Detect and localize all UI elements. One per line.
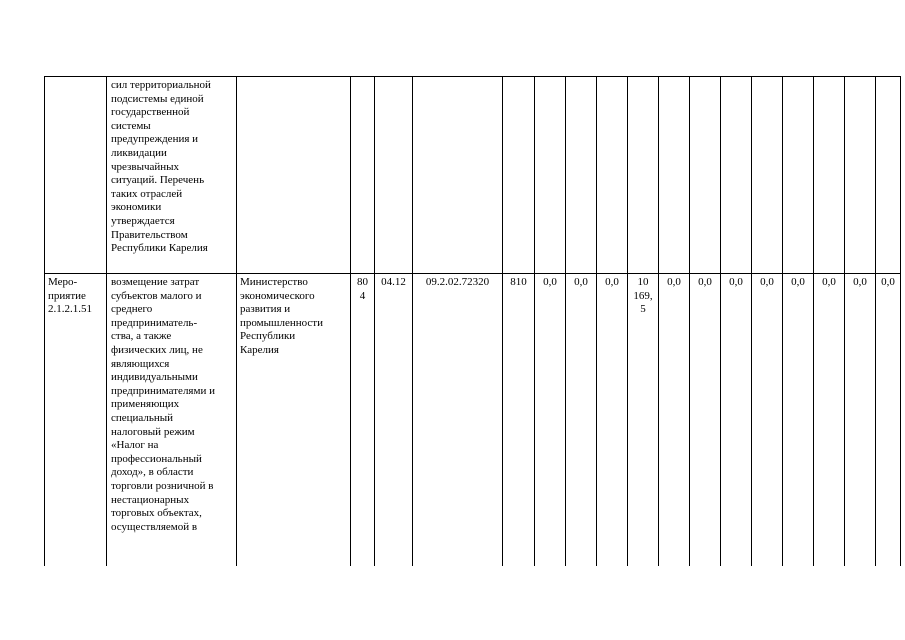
value-cell — [783, 77, 814, 274]
csr-cell: 09.2.02.72320 — [413, 274, 503, 567]
value-cell — [752, 77, 783, 274]
value-cell — [721, 77, 752, 274]
vr-cell — [503, 77, 535, 274]
value-cell: 0,0 — [659, 274, 690, 567]
value-cell — [845, 77, 876, 274]
value-cell — [659, 77, 690, 274]
value-cell — [814, 77, 845, 274]
value-cell: 0,0 — [597, 274, 628, 567]
value-cell — [535, 77, 566, 274]
budget-table — [44, 76, 901, 566]
grbs-cell — [351, 77, 375, 274]
value-cell: 0,0 — [783, 274, 814, 567]
value-cell: 0,0 — [535, 274, 566, 567]
value-cell — [566, 77, 597, 274]
description-cell: возмещение затрат субъектов малого и среднего предприниматель- ства, а также физических лиц, не являющихся индивидуальными предпринимателями и применяющих специальный налоговый режим «Налог на профессиональный доход», в области торговли розничной в нестационарных торговых объектах, осуществляемой в — [107, 274, 237, 567]
table-row — [45, 274, 901, 567]
csr-cell — [413, 77, 503, 274]
measure-cell — [45, 77, 107, 274]
vr-cell: 810 — [503, 274, 535, 567]
executor-cell — [237, 77, 351, 274]
grbs-cell: 80 4 — [351, 274, 375, 567]
value-cell: 0,0 — [876, 274, 901, 567]
value-cell — [876, 77, 901, 274]
value-cell: 10 169, 5 — [628, 274, 659, 567]
value-cell — [690, 77, 721, 274]
description-cell: сил территориальной подсистемы единой государственной системы предупреждения и ликвидации чрезвычайных ситуаций. Перечень таких отраслей экономики утверждается Правительством Республики Карелия — [107, 77, 237, 274]
value-cell: 0,0 — [845, 274, 876, 567]
value-cell: 0,0 — [721, 274, 752, 567]
value-cell: 0,0 — [566, 274, 597, 567]
value-cell: 0,0 — [690, 274, 721, 567]
rzpr-cell — [375, 77, 413, 274]
value-cell — [597, 77, 628, 274]
value-cell — [628, 77, 659, 274]
measure-cell: Меро- приятие 2.1.2.1.51 — [45, 274, 107, 567]
value-cell: 0,0 — [752, 274, 783, 567]
table-row — [45, 77, 901, 274]
rzpr-cell: 04.12 — [375, 274, 413, 567]
value-cell: 0,0 — [814, 274, 845, 567]
executor-cell: Министерство экономического развития и промышленности Республики Карелия — [237, 274, 351, 567]
